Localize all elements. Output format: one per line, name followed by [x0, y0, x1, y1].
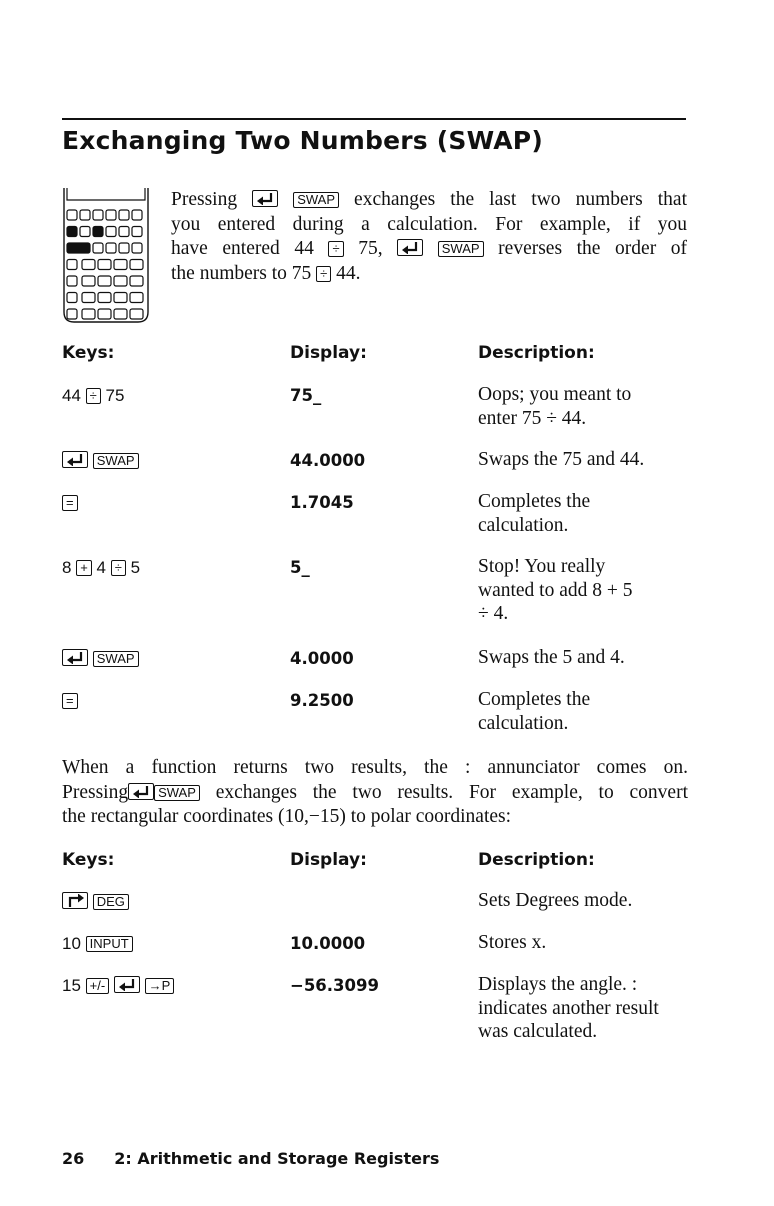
deg-key: DEG — [93, 894, 129, 910]
table2-row3-description: Displays the angle. : indicates another result was calculated. — [478, 974, 659, 1042]
to-polar-key: →P — [145, 978, 175, 994]
swap-key: SWAP — [93, 453, 139, 469]
table2-row2-keys: 10 INPUT — [62, 934, 133, 954]
left-shift-key-icon — [62, 451, 88, 468]
input-key: INPUT — [86, 936, 133, 952]
table1-row3-description: Completes the calculation. — [478, 491, 591, 536]
table1-row2-description: Swaps the 75 and 44. — [478, 449, 645, 470]
divide-key: ÷ — [111, 560, 126, 576]
table2-row1-keys — [62, 892, 129, 912]
table1-row4-description: Stop! You really wanted to add 8 + 5 ÷ 4. — [478, 556, 633, 624]
table1-row4-keys: 8 + 4 ÷ 5 — [62, 558, 141, 577]
table1-row6-description: Completes the calculation. — [478, 689, 591, 734]
divide-key: ÷ — [328, 241, 343, 257]
table1-row5-description: Swaps the 5 and 4. — [478, 647, 625, 668]
table1-keys-header: Keys: — [62, 343, 115, 363]
equals-key: = — [62, 693, 78, 709]
table1-row3-display: 1.7045 — [290, 493, 354, 512]
table1-row1-keys: 44 ÷ 75 — [62, 386, 125, 405]
left-shift-key-icon — [114, 976, 140, 993]
table1-row5-display: 4.0000 — [290, 649, 354, 668]
swap-key: SWAP — [438, 241, 484, 257]
results-paragraph: When a function returns two results, the : annunciator comes on. Pressing SWAP exchanges the two results. For example, to convert the rectangular coordinates (10,−15) to polar coordinates: — [62, 757, 688, 827]
left-shift-key-icon — [397, 239, 423, 256]
table2-row3-keys: 15 +/- →P — [62, 976, 174, 996]
calculator-keyboard-icon — [62, 188, 150, 324]
table2-description-header: Description: — [478, 850, 595, 870]
chapter-title: 2: Arithmetic and Storage Registers — [114, 1149, 440, 1168]
equals-key: = — [62, 495, 78, 511]
table1-row1-display: 75_ — [290, 386, 322, 405]
change-sign-key: +/- — [86, 978, 110, 994]
table1-description-header: Description: — [478, 343, 595, 363]
table2-keys-header: Keys: — [62, 850, 115, 870]
left-shift-key-icon — [128, 783, 154, 800]
table1-row2-display: 44.0000 — [290, 451, 366, 470]
swap-key: SWAP — [93, 651, 139, 667]
table1-display-header: Display: — [290, 343, 367, 363]
table1-row3-keys — [62, 493, 78, 513]
right-shift-key-icon — [62, 892, 88, 909]
table2-display-header: Display: — [290, 850, 367, 870]
table1-row6-keys — [62, 691, 78, 711]
table1-row2-keys — [62, 451, 139, 471]
plus-key: + — [76, 560, 92, 576]
table1-row5-keys — [62, 649, 139, 669]
swap-key: SWAP — [154, 785, 200, 801]
table2-row1-description: Sets Degrees mode. — [478, 890, 633, 911]
page-number: 26 — [62, 1149, 85, 1168]
page-footer — [62, 1149, 439, 1168]
top-rule — [62, 118, 686, 120]
table1-row6-display: 9.2500 — [290, 691, 354, 710]
divide-key: ÷ — [316, 266, 331, 282]
table2-row2-display: 10.0000 — [290, 934, 366, 953]
table1-row1-description: Oops; you meant to enter 75 ÷ 44. — [478, 384, 632, 429]
table2-row3-display: −56.3099 — [290, 976, 379, 995]
table1-row4-display: 5_ — [290, 558, 310, 577]
page-title: Exchanging Two Numbers (SWAP) — [62, 126, 543, 155]
left-shift-key-icon — [252, 190, 278, 207]
divide-key: ÷ — [86, 388, 101, 404]
left-shift-key-icon — [62, 649, 88, 666]
table2-row2-description: Stores x. — [478, 932, 547, 953]
intro-paragraph: Pressing SWAP exchanges the last two numbers that you entered during a calculation. For example, if you have entered 44 ÷ 75, SWAP reverses the order of the numbers to 75 ÷ 44. — [171, 189, 688, 284]
swap-key: SWAP — [293, 192, 339, 208]
